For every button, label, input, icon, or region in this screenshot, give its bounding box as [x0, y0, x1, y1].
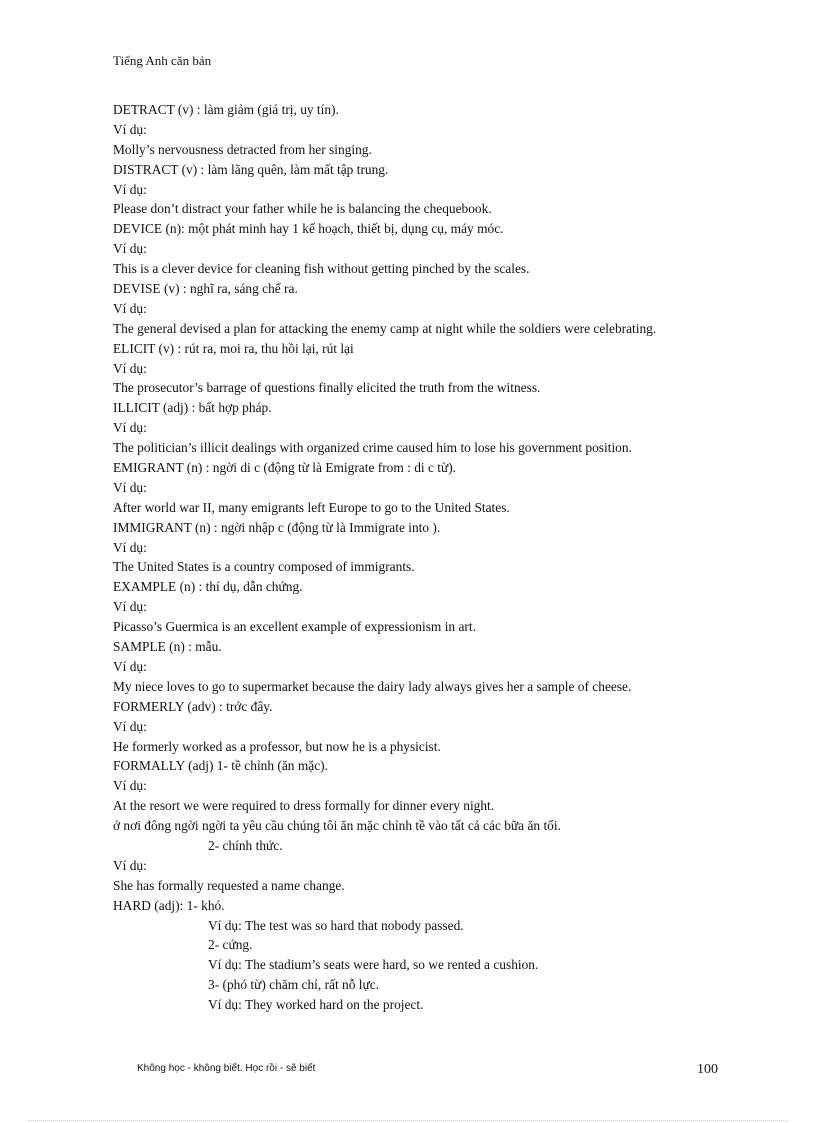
text-line: SAMPLE (n) : mẫu. [113, 639, 222, 655]
text-line: 3- (phó từ) chăm chỉ, rất nỗ lực. [208, 977, 380, 993]
footer-motto: Không học - không biết. Học rồi - sẽ biết [137, 1063, 316, 1074]
text-line: Ví dụ: [113, 599, 147, 615]
text-line: Ví dụ: [113, 360, 147, 376]
running-header: Tiếng Anh căn bản [113, 53, 212, 68]
text-line: Ví dụ: [113, 718, 147, 734]
text-line: The general devised a plan for attacking the enemy camp at night while the soldiers were celebrating. [113, 320, 657, 336]
text-line: Ví dụ: [113, 241, 147, 257]
text-line: Ví dụ: The stadium’s seats were hard, so we rented a cushion. [208, 957, 539, 973]
text-line: FORMALLY (adj) 1- tề chỉnh (ăn mặc). [113, 758, 328, 774]
text-line: Ví dụ: [113, 121, 147, 137]
text-line: Ví dụ: [113, 658, 147, 674]
text-line: Ví dụ: [113, 778, 147, 794]
text-line: DETRACT (v) : làm giảm (giá trị, uy tín). [113, 102, 339, 117]
text-line: ELICIT (v) : rút ra, moi ra, thu hồi lại, rút lại [113, 340, 354, 356]
text-line: Ví dụ: [113, 300, 147, 316]
text-line: EMIGRANT (n) : ngời di c (động từ là Emigrate from : di c từ). [113, 460, 457, 476]
text-line: Ví dụ: [113, 479, 147, 495]
text-line: 2- chính thức. [208, 837, 283, 853]
text-line: Ví dụ: The test was so hard that nobody passed. [208, 917, 464, 933]
text-line: He formerly worked as a professor, but now he is a physicist. [113, 738, 441, 754]
text-line: EXAMPLE (n) : thí dụ, dẫn chứng. [113, 579, 303, 595]
text-line: Ví dụ: [113, 857, 147, 873]
text-line: FORMERLY (adv) : trớc đây. [113, 698, 273, 714]
text-line: Ví dụ: [113, 181, 147, 197]
text-line: DEVISE (v) : nghĩ ra, sáng chế ra. [113, 281, 298, 297]
page-number: 100 [697, 1062, 718, 1077]
text-line: Ví dụ: They worked hard on the project. [208, 997, 424, 1013]
text-line: ở nơi đông ngời ngời ta yêu cầu chúng tôi ăn mặc chỉnh tề vào tất cả các bữa ăn tối. [113, 818, 561, 834]
text-line: ILLICIT (adj) : bất hợp pháp. [113, 400, 272, 416]
text-line: This is a clever device for cleaning fish without getting pinched by the scales. [113, 261, 530, 277]
text-line: DISTRACT (v) : làm lãng quên, làm mất tập trung. [113, 161, 389, 177]
text-line: At the resort we were required to dress formally for dinner every night. [113, 798, 495, 814]
text-line: The prosecutor’s barrage of questions finally elicited the truth from the witness. [113, 380, 541, 396]
text-line: 2- cứng. [208, 937, 253, 953]
text-line: Ví dụ: [113, 539, 147, 555]
text-line: DEVICE (n): một phát minh hay 1 kế hoạch, thiết bị, dụng cụ, máy móc. [113, 221, 504, 237]
text-line: The United States is a country composed of immigrants. [113, 559, 415, 575]
text-line: HARD (adj): 1- khó. [113, 897, 225, 913]
text-line: Molly’s nervousness detracted from her singing. [113, 141, 372, 157]
text-line: My niece loves to go to supermarket because the dairy lady always gives her a sample of cheese. [113, 678, 632, 694]
text-line: Picasso’s Guermica is an excellent example of expressionism in art. [113, 619, 476, 635]
page-body [113, 100, 763, 1015]
text-line: After world war II, many emigrants left Europe to go to the United States. [113, 499, 510, 515]
text-line: The politician’s illicit dealings with organized crime caused him to lose his government position. [113, 440, 632, 456]
text-line: Ví dụ: [113, 420, 147, 436]
page-edge-divider [28, 1120, 788, 1121]
text-line: Please don’t distract your father while he is balancing the chequebook. [113, 201, 492, 217]
text-line: She has formally requested a name change. [113, 877, 345, 893]
text-line: IMMIGRANT (n) : ngời nhập c (động từ là Immigrate into ). [113, 519, 441, 535]
